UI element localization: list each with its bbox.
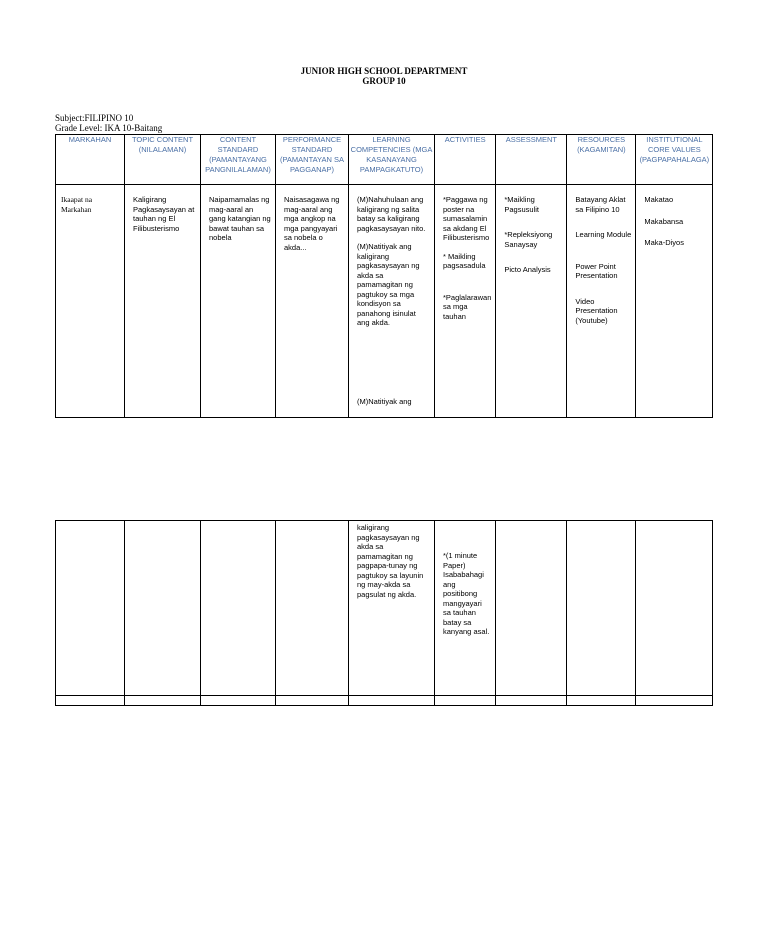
cell-topic bbox=[125, 521, 201, 696]
cell-core-values bbox=[636, 521, 713, 696]
header-markahan: MARKAHAN bbox=[56, 135, 125, 185]
cell-performance-standard bbox=[276, 185, 349, 418]
assessment-item: *Repleksiyong Sanaysay bbox=[504, 230, 553, 249]
topic-text: Kaligirang Pagkasaysayan at tauhan ng El Filibusterismo bbox=[133, 195, 195, 233]
resource-item: Power Point Presentation bbox=[575, 261, 618, 280]
competency-continued: kaligirang pagkasaysayan ng akda sa pamamagitan ng pagpapa-tunay ng pagtukoy sa layunin ng may-akda sa pagsulat ng akda. bbox=[357, 523, 424, 599]
assessment-item: *Maikling Pagsusulit bbox=[504, 195, 539, 214]
header-activities: ACTIVITIES bbox=[435, 135, 496, 185]
subject-label: Subject:FILIPINO 10 bbox=[55, 113, 134, 123]
competency-item: (M)Natitiyak ang kaligirang pagkasaysayan ng akda sa pamamagitan ng pagtukoy sa mga kondisyon sa panahong isinulat ang akda. bbox=[357, 242, 420, 327]
cell-markahan bbox=[56, 521, 125, 696]
curriculum-table bbox=[55, 134, 713, 418]
header-resources: RESOURCES (KAGAMITAN) bbox=[567, 135, 636, 185]
cell-activities bbox=[435, 185, 496, 418]
header-performance-standard: PERFORMANCE STANDARD (PAMANTAYAN SA PAGGANAP) bbox=[276, 135, 349, 185]
grade-level-label: Grade Level: IKA 10-Baitang bbox=[55, 123, 163, 133]
activity-item: *Paglalarawan sa mga tauhan bbox=[443, 292, 492, 321]
value-item: Makabansa bbox=[644, 216, 684, 226]
resource-item: Batayang Aklat sa Filipino 10 bbox=[575, 195, 626, 214]
cell-core-values bbox=[636, 185, 713, 418]
resource-item: Learning Module bbox=[575, 230, 632, 239]
group-title: GROUP 10 bbox=[362, 76, 406, 86]
activity-continued: *(1 minute Paper) Isababahagi ang positibong mangyayari sa tauhan batay sa kanyang asal. bbox=[443, 551, 490, 636]
activity-item: *Paggawa ng poster na sumasalamin sa akdang El Filibusterismo bbox=[443, 195, 490, 242]
resource-item: Video Presentation (Youtube) bbox=[575, 296, 618, 325]
assessment-item: Picto Analysis bbox=[504, 265, 551, 274]
cell-resources bbox=[567, 185, 636, 418]
cell-competencies bbox=[349, 185, 435, 418]
cell-content-standard bbox=[201, 521, 276, 696]
value-item: Makatao bbox=[644, 195, 674, 204]
header-content-standard: CONTENT STANDARD (PAMANTAYANG PANGNILALAMAN) bbox=[201, 135, 276, 185]
curriculum-table-continued bbox=[55, 520, 713, 706]
table-header-row bbox=[56, 135, 713, 185]
header-assessment: ASSESSMENT bbox=[496, 135, 567, 185]
table-row bbox=[56, 696, 713, 706]
performance-standard-text: Naisasagawa ng mag-aaral ang mga angkop na mga pangyayari sa nobela o akda... bbox=[284, 195, 340, 252]
cell-performance-standard bbox=[276, 521, 349, 696]
cell-topic bbox=[125, 185, 201, 418]
cell-markahan bbox=[56, 185, 125, 418]
competency-item: (M)Nahuhulaan ang kaligirang ng salita batay sa kaligirang pagkasaysayan nito. bbox=[357, 195, 426, 233]
cell-resources bbox=[567, 521, 636, 696]
header-learning-competencies: LEARNING COMPETENCIES (MGA KASANAYANG PAMPAGKATUTO) bbox=[349, 135, 435, 185]
content-standard-text: Naipamamalas ng mag-aaral an gang katangian ng bawat tauhan sa nobela bbox=[209, 195, 271, 242]
header-core-values: INSTITUTIONAL CORE VALUES (PAGPAPAHALAGA) bbox=[636, 135, 713, 185]
table-row bbox=[56, 185, 713, 418]
cell-content-standard bbox=[201, 185, 276, 418]
competency-item: (M)Natitiyak ang bbox=[357, 396, 412, 406]
cell-competencies bbox=[349, 521, 435, 696]
cell-assessment bbox=[496, 185, 567, 418]
activity-item: * Maikling pagsasadula bbox=[443, 251, 486, 270]
cell-assessment bbox=[496, 521, 567, 696]
value-item: Maka-Diyos bbox=[644, 238, 684, 247]
department-title: JUNIOR HIGH SCHOOL DEPARTMENT bbox=[300, 66, 468, 76]
markahan-text: Ikaapat na Markahan bbox=[61, 195, 93, 214]
cell-activities bbox=[435, 521, 496, 696]
header-topic-content: TOPIC CONTENT (NILALAMAN) bbox=[125, 135, 201, 185]
table-row bbox=[56, 521, 713, 696]
